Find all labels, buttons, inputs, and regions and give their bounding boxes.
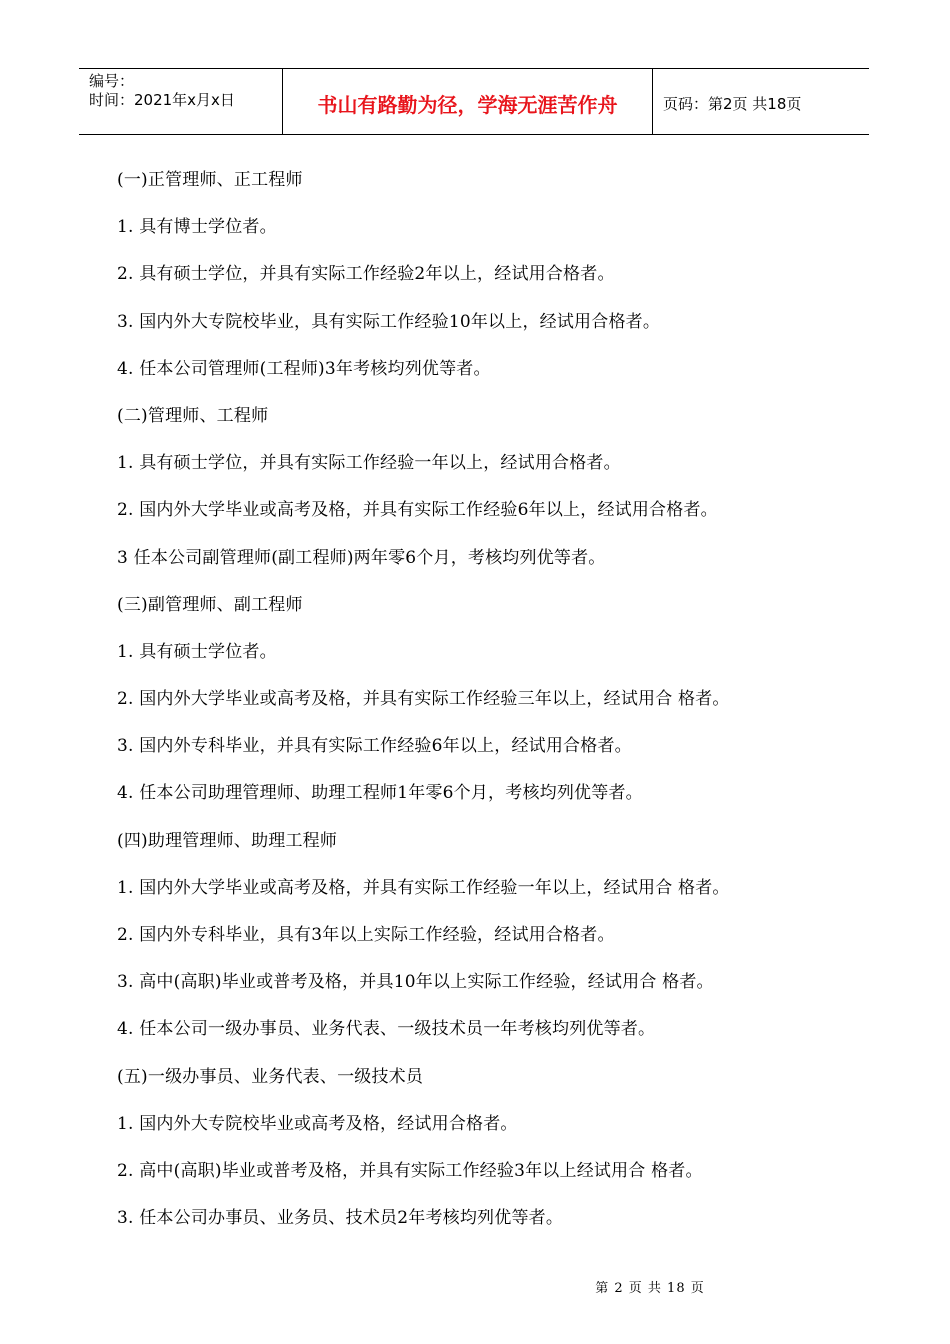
section-heading-5: (五)一级办事员、业务代表、一级技术员 — [117, 1066, 424, 1087]
list-item: 3. 高中(高职)毕业或普考及格，并具10年以上实际工作经验，经试用合 格者。 — [117, 972, 714, 993]
section-heading-2: (二)管理师、工程师 — [117, 405, 269, 426]
list-item: 2. 具有硕士学位，并具有实际工作经验2年以上，经试用合格者。 — [117, 264, 615, 285]
list-item: 3. 国内外大专院校毕业，具有实际工作经验10年以上，经试用合格者。 — [117, 311, 661, 332]
list-item: 3. 国内外专科毕业，并具有实际工作经验6年以上，经试用合格者。 — [117, 736, 632, 757]
list-item: 2. 国内外大学毕业或高考及格，并具有实际工作经验三年以上，经试用合 格者。 — [117, 689, 730, 710]
list-item: 1. 具有博士学位者。 — [117, 217, 277, 238]
list-item: 2. 国内外专科毕业，具有3年以上实际工作经验，经试用合格者。 — [117, 925, 615, 945]
list-item: 4. 任本公司管理师(工程师)3年考核均列优等者。 — [117, 358, 491, 379]
list-item: 4. 任本公司一级办事员、业务代表、一级技术员一年考核均列优等者。 — [117, 1019, 656, 1040]
list-item: 4. 任本公司助理管理师、助理工程师1年零6个月，考核均列优等者。 — [117, 783, 643, 804]
doc-number-label: 编号： — [89, 72, 135, 90]
section-heading-4: (四)助理管理师、助理工程师 — [117, 830, 338, 851]
list-item: 2. 高中(高职)毕业或普考及格，并具有实际工作经验3年以上经试用合 格者。 — [117, 1160, 703, 1181]
header-left-cell — [79, 69, 283, 134]
list-item: 1. 具有硕士学位，并具有实际工作经验一年以上，经试用合格者。 — [117, 453, 621, 474]
list-item: 1. 国内外大专院校毕业或高考及格，经试用合格者。 — [117, 1113, 518, 1134]
list-item: 1. 具有硕士学位者。 — [117, 641, 277, 662]
page-header — [79, 68, 869, 135]
list-item: 3 任本公司副管理师(副工程师)两年零6个月，考核均列优等者。 — [117, 547, 606, 568]
header-page-label: 页码：第2页 共18页 — [663, 95, 802, 113]
doc-time-label: 时间：2021年x月x日 — [89, 91, 235, 109]
section-heading-3: (三)副管理师、副工程师 — [117, 594, 303, 615]
list-item: 3. 任本公司办事员、业务员、技术员2年考核均列优等者。 — [117, 1208, 564, 1229]
list-item: 2. 国内外大学毕业或高考及格，并具有实际工作经验6年以上，经试用合格者。 — [117, 500, 718, 521]
page-footer: 第 2 页 共 18 页 — [595, 1281, 705, 1296]
document-body — [117, 167, 837, 1252]
header-motto: 书山有路勤为径，学海无涯苦作舟 — [283, 69, 653, 134]
list-item: 1. 国内外大学毕业或高考及格，并具有实际工作经验一年以上，经试用合 格者。 — [117, 877, 730, 898]
section-heading-1: (一)正管理师、正工程师 — [117, 170, 303, 190]
